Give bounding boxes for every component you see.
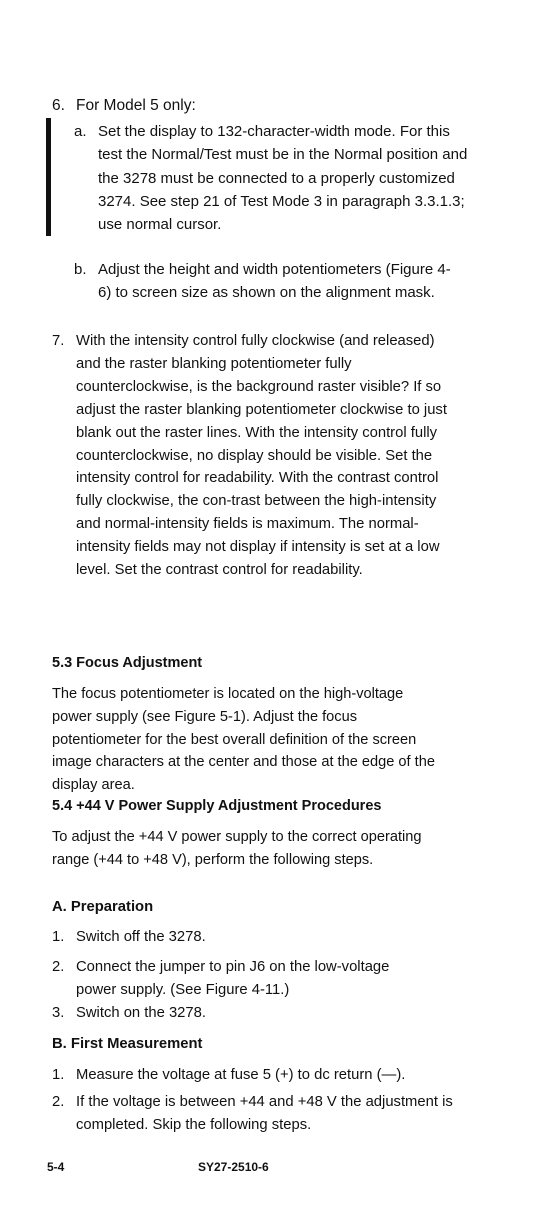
step-text: If the voltage is between +44 and +48 V the adjustment is completed. Skip the following steps. [76, 1094, 453, 1133]
item-6b-letter: b. [74, 261, 87, 278]
step-text: Measure the voltage at fuse 5 (+) to dc return (—). [76, 1067, 406, 1083]
item-6-title: For Model 5 only: [76, 97, 196, 114]
section-5-4-text: To adjust the +44 V power supply to the correct operating range (+44 to +48 V), perform the following steps. [52, 829, 422, 868]
part-b-step-2 [52, 1091, 477, 1136]
part-a-label: A. Preparation [52, 899, 154, 915]
part-a-step-2 [52, 956, 392, 1001]
item-6a-text: Set the display to 132-character-width mode. For this test the Normal/Test must be in the Normal position and the 3278 must be connected to a properly customized 3274. See step 21 of Test Mode 3 in paragraph 3.3.1.3; use normal cursor. [98, 123, 468, 234]
item-6b-text: Adjust the height and width potentiometers (Figure 4-6) to screen size as shown on the alignment mask. [98, 261, 451, 302]
step-text: Connect the jumper to pin J6 on the low-voltage power supply. (See Figure 4-11.) [76, 959, 390, 998]
item-6-number: 6. [52, 97, 65, 114]
item-7-number: 7. [52, 333, 65, 349]
item-7-text: With the intensity control fully clockwise (and released) and the raster blanking potentiometer fully counterclockwise, is the background raster visible? If so adjust the raster blanking potentiometer clockwise to just blank out the raster lines. With the intensity control fully counterclockwise, no display should be visible. Set the intensity control for readability. With the contrast control fully clockwise, the con-trast between the high-intensity and normal-intensity fields is maximum. The normal-intensity fields may not display if intensity is set at a low level. Set the contrast control for readability. [76, 333, 447, 579]
part-a-step-3 [52, 1002, 482, 1025]
step-number: 2. [52, 1094, 65, 1110]
step-number: 1. [52, 1067, 65, 1083]
section-5-3-text: The focus potentiometer is located on the high-voltage power supply (see Figure 5-1). Adjust the focus potentiometer for the best overall definition of the screen image characters at the center and those at the edge of the display area. [52, 686, 435, 794]
step-number: 3. [52, 1005, 65, 1021]
item-7 [52, 330, 452, 582]
step-number: 1. [52, 929, 65, 945]
item-6a-letter: a. [74, 123, 87, 140]
section-5-3-heading: 5.3 Focus Adjustment [52, 655, 203, 671]
item-6b [74, 258, 459, 305]
item-6a [74, 120, 474, 236]
document-number: SY27-2510-6 [198, 1160, 269, 1174]
step-text: Switch on the 3278. [76, 1005, 206, 1021]
step-number: 2. [52, 959, 65, 975]
part-b-step-1 [52, 1064, 482, 1087]
revision-bar [46, 118, 51, 236]
part-a-step-1 [52, 926, 482, 949]
section-5-4-heading: 5.4 +44 V Power Supply Adjustment Procedures [52, 798, 382, 814]
item-6-heading [52, 97, 196, 115]
step-text: Switch off the 3278. [76, 929, 206, 945]
part-b-label: B. First Measurement [52, 1036, 203, 1052]
page-number: 5-4 [47, 1160, 65, 1174]
